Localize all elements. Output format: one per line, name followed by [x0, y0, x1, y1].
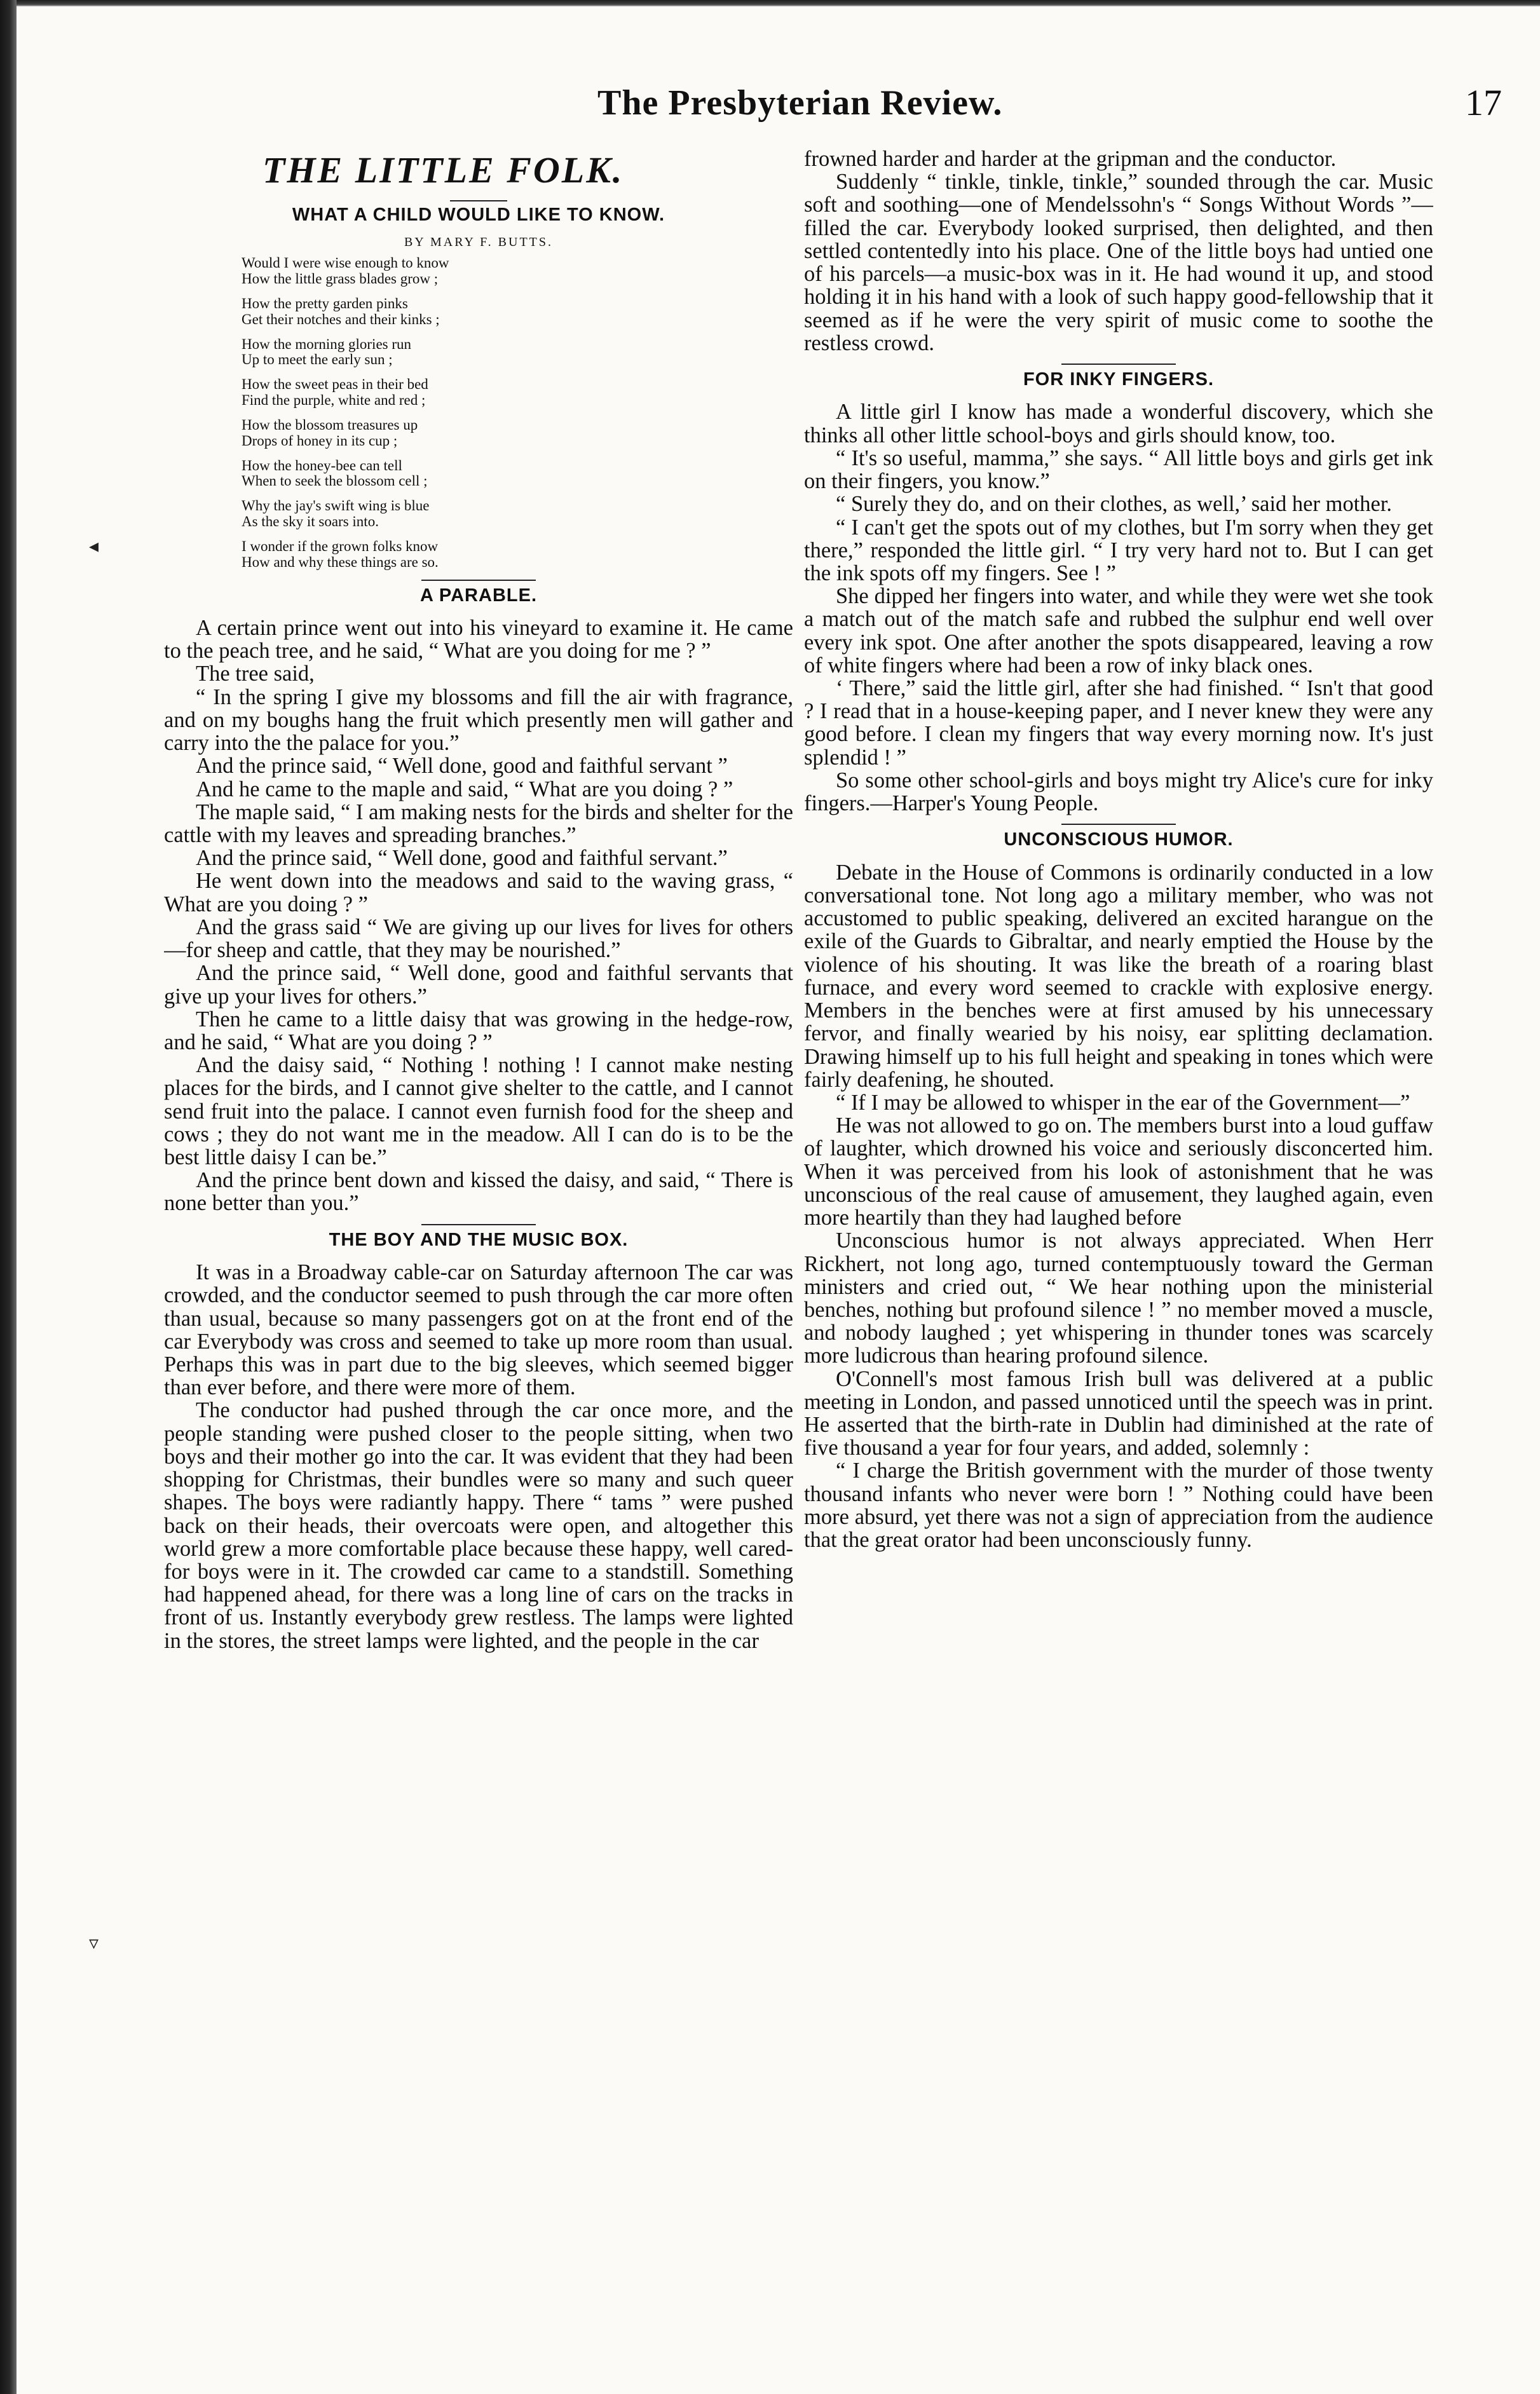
divider-rule [450, 200, 507, 201]
paragraph: The maple said, “ I am making nests for the birds and shelter for the cattle with my leaves and spreading branches.” [164, 799, 793, 847]
paragraph: “ It's so useful, mamma,” she says. “ All little boys and girls get ink on their fingers, you know.” [804, 445, 1433, 494]
divider-rule [1061, 824, 1176, 825]
section-title: THE LITTLE FOLK. [262, 149, 624, 191]
paragraph: A little girl I know has made a wonderful discovery, which she thinks all other little school-boys and girls should know, too. [804, 400, 1433, 447]
divider-rule [421, 580, 536, 581]
poem-line: Drops of honey in its cup ; [242, 432, 398, 449]
parable-heading [164, 580, 793, 605]
paragraph: “ In the spring I give my blossoms and fill the air with fragrance, and on my boughs hang the fruit which presently men will gather and carry into the the palace for you.” [164, 684, 793, 756]
page-number: 17 [1465, 82, 1502, 123]
poem-line: How the blossom treasures up [242, 416, 418, 433]
humor-title: UNCONSCIOUS HUMOR. [1004, 829, 1234, 850]
paragraph: “ I charge the British government with the murder of those twenty thousand infants who never were born ! ” Nothing could have been more absurd, yet there was not a sign of appreciation from the audience that the great orator had been unconsciously funny. [804, 1459, 1433, 1553]
paragraph: And the prince said, “ Well done, good and faithful servants that give up your lives for others.” [164, 961, 793, 1009]
poem-line: How and why these things are so. [242, 554, 439, 570]
poem [242, 255, 793, 570]
poem-stanza [242, 418, 793, 449]
paragraph: And the prince bent down and kissed the daisy, and said, “ There is none better than you.” [164, 1168, 793, 1216]
paragraph: So some other school-girls and boys might try Alice's cure for inky fingers.—Harper's Young People. [804, 768, 1433, 816]
paragraph: Then he came to a little daisy that was growing in the hedge-row, and he said, “ What are you doing ? ” [164, 1007, 793, 1054]
poem-stanza [242, 498, 793, 530]
paragraph: “ I can't get the spots out of my clothes, but I'm sorry when they get there,” responded the little girl. “ I try very hard not to. But I can get the ink spots off my fingers. See ! ” [804, 515, 1433, 585]
poem-line: Would I were wise enough to know [242, 255, 449, 271]
running-title: The Presbyterian Review. [597, 83, 1003, 123]
paragraph: “ If I may be allowed to whisper in the ear of the Government—” [836, 1090, 1410, 1115]
poem-stanza [242, 296, 793, 328]
paragraph: A certain prince went out into his vineyard to examine it. He came to the peach tree, and he said, “ What are you doing for me ? ” [164, 616, 793, 663]
left-column [164, 147, 793, 2372]
paragraph: He went down into the meadows and said to the waving grass, “ What are you doing ? ” [164, 869, 793, 916]
paragraph: And the prince said, “ Well done, good and faithful servant.” [196, 846, 728, 871]
right-column [804, 147, 1433, 2372]
poem-byline: BY MARY F. BUTTS. [404, 235, 554, 250]
poem-heading [164, 200, 793, 224]
inky-title: FOR INKY FINGERS. [1023, 369, 1215, 390]
scan-binding-edge [0, 0, 17, 2394]
humor-body [804, 861, 1433, 1552]
paragraph: It was in a Broadway cable-car on Saturday afternoon The car was crowded, and the conductor seemed to push through the car more often than usual, because so many passengers got on at the front end of the car Everybody was cross and seemed to take up more room than usual. Perhaps this was in part due to the big sleeves, which seemed bigger than ever before, and there were more of them. [164, 1260, 793, 1400]
paragraph: He was not allowed to go on. The members burst into a loud guffaw of laughter, which drowned his voice and seriously disconcerted him. When it was perceived from his look of astonishment that he was unconscious of the real cause of amusement, they laughed again, even more heartily than they had laughed before [804, 1113, 1433, 1230]
boy-heading [164, 1224, 793, 1249]
paragraph: “ Surely they do, and on their clothes, as well,’ said her mother. [836, 492, 1393, 517]
poem-line: How the sweet peas in their bed [242, 376, 428, 393]
margin-mark: ◂ [89, 536, 99, 557]
poem-line: When to seek the blossom cell ; [242, 473, 428, 489]
poem-stanza [242, 255, 793, 287]
paragraph: The tree said, [196, 662, 315, 686]
inky-heading [804, 364, 1433, 389]
poem-line: How the little grass blades grow ; [242, 271, 439, 287]
parable-body [164, 616, 793, 1215]
paragraph: Unconscious humor is not always appreciated. When Herr Rickhert, not long ago, turned contemptuously toward the German ministers and cried out, “ We hear nothing upon the ministerial benches, nothing but profound silence ! ” no member moved a muscle, and nobody laughed ; yet whispering in thunder tones was scarcely more ludicrous than hearing profound silence. [804, 1228, 1433, 1368]
paragraph: ‘ There,” said the little girl, after she had finished. “ Isn't that good ? I read that in a house-keeping paper, and I never knew they were any good before. I clean my fingers that way every morning now. It's just splendid ! ” [804, 676, 1433, 770]
poem-stanza [242, 539, 793, 571]
margin-mark: ▿ [89, 1933, 99, 1954]
paragraph: Suddenly “ tinkle, tinkle, tinkle,” sounded through the car. Music soft and soothing—one of Mendelssohn's “ Songs Without Words ”—filled the car. Everybody looked surprised, then delighted, and then settled contentedly into his place. One of the little boys had untied one of his parcels—a music-box was in it. He had wound it up, and stood holding it in his hand with a look of such happy good-fellowship that it seemed as if he were the very spirit of music come to soothe the restless crowd. [804, 170, 1433, 355]
divider-rule [1061, 364, 1176, 365]
divider-rule [421, 1224, 536, 1225]
boy-title: THE BOY AND THE MUSIC BOX. [329, 1229, 629, 1250]
poem-title: WHAT A CHILD WOULD LIKE TO KNOW. [292, 204, 665, 225]
inky-body [804, 400, 1433, 815]
poem-line: Up to meet the early sun ; [242, 351, 393, 368]
paragraph: Debate in the House of Commons is ordinarily conducted in a low conversational tone. Not long ago a military member, who was not accustomed to public speaking, delivered an excited harangue on the exile of the Guards to Gibraltar, and nearly emptied the House by the violence of his shouting. It was like the breath of a roaring blast furnace, and every word seemed to crackle with explosive energy. Members in the benches were at first amused by his unnecessary fervor, and finally wearied by his noisy, ear splitting declamation. Drawing himself up to his full height and speaking in tones which were fairly deafening, he shouted. [804, 860, 1433, 1092]
poem-line: As the sky it soars into. [242, 513, 379, 530]
poem-stanza [242, 458, 793, 490]
page-top-edge [0, 0, 1540, 6]
parable-title: A PARABLE. [420, 585, 537, 606]
paragraph: And the grass said “ We are giving up our lives for lives for others—for sheep and cattle, that they may be nourished.” [164, 915, 793, 963]
paragraph: And the daisy said, “ Nothing ! nothing ! I cannot make nesting places for the birds, and I cannot give shelter to the cattle, and I cannot send fruit into the palace. I cannot even furnish food for the sheep and cows ; they do not want me in the meadow. All I can do is to be the best little daisy I can be.” [164, 1053, 793, 1170]
poem-stanza [242, 337, 793, 369]
paragraph: frowned harder and harder at the gripman and the conductor. [804, 147, 1337, 171]
paragraph: She dipped her fingers into water, and while they were wet she took a match out of the match safe and rubbed the sulphur end well over every ink spot. One after another the spots disappeared, leaving a row of white fingers where had been a row of inky black ones. [804, 584, 1433, 677]
poem-line: How the pretty garden pinks [242, 295, 408, 311]
boy-body [164, 1261, 793, 1652]
paragraph: And the prince said, “ Well done, good and faithful servant ” [196, 754, 728, 779]
poem-line: I wonder if the grown folks know [242, 538, 439, 554]
poem-line: How the morning glories run [242, 336, 412, 352]
poem-line: Get their notches and their kinks ; [242, 311, 440, 327]
poem-stanza [242, 377, 793, 409]
paragraph: The conductor had pushed through the car once more, and the people standing were pushed closer to the people sitting, when two boys and their mother go into the car. It was evident that they had been shopping for Christmas, their bundles were so many and such queer shapes. The boys were radiantly happy. There “ tams ” were pushed back on their heads, their overcoats were open, and altogether this world grew a more comfortable place because these happy, well cared-for boys were in it. The crowded car came to a standstill. Something had happened ahead, for there was a long line of cars on the tracks in front of us. Instantly everybody grew restless. The lamps were lighted in the stores, the street lamps were lighted, and the people in the car [164, 1398, 793, 1653]
poem-line: Find the purple, white and red ; [242, 392, 426, 409]
humor-heading [804, 824, 1433, 849]
poem-line: Why the jay's swift wing is blue [242, 498, 430, 514]
paragraph: And he came to the maple and said, “ What are you doing ? ” [196, 777, 733, 801]
paragraph: O'Connell's most famous Irish bull was delivered at a public meeting in London, and passed unnoticed until the speech was in print. He asserted that the birth-rate in Dublin had diminished at the rate of five thousand a year for four years, and added, solemnly : [804, 1366, 1433, 1460]
boy-continued [804, 147, 1433, 355]
poem-line: How the honey-bee can tell [242, 457, 402, 473]
